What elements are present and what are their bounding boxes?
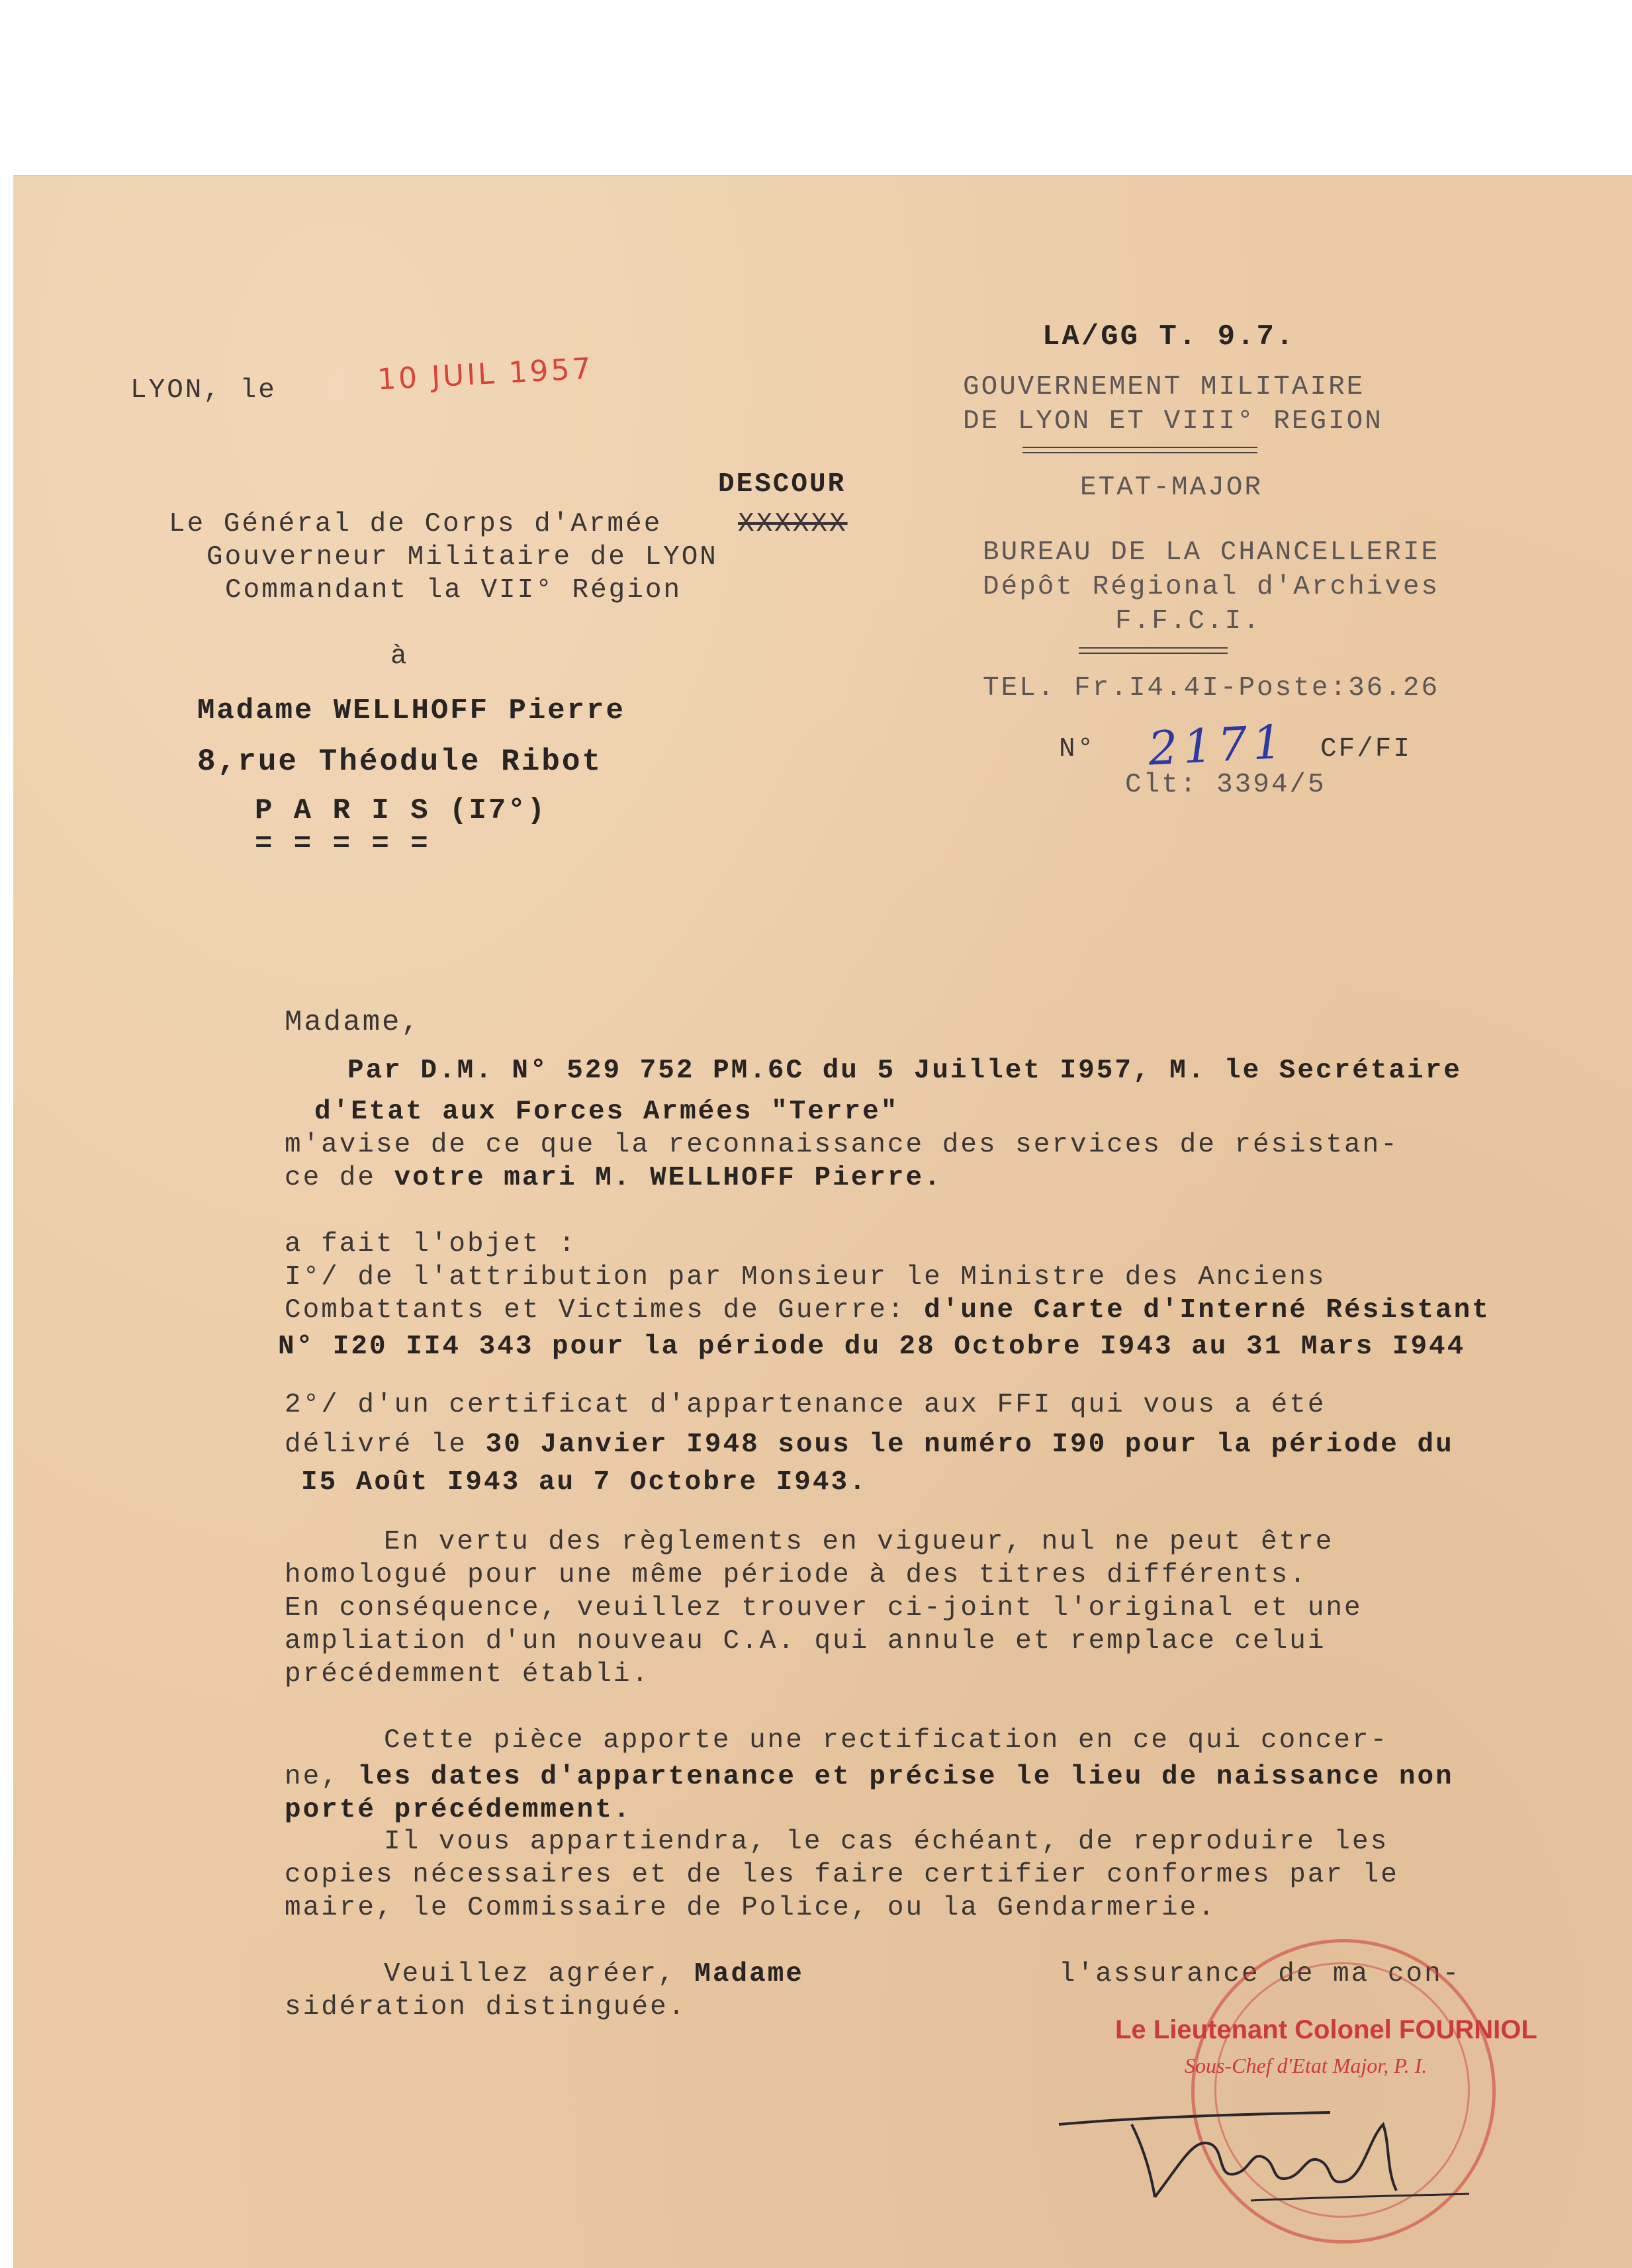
issuer-tel: TEL. Fr.I4.4I-Poste:36.26 [983, 673, 1440, 703]
signatory-title: Le Lieutenant Colonel FOURNIOL [1115, 2015, 1537, 2044]
p3-line4: ampliation d'un nouveau C.A. qui annule et remplace celui [285, 1626, 1326, 1656]
closing-line2: sidération distinguée. [285, 1992, 687, 2022]
issuer-classement: Clt: 3394/5 [1125, 770, 1326, 800]
recipient-underline: = = = = = [255, 827, 430, 860]
item1-line2 [285, 1297, 1490, 1324]
sender-name: DESCOUR [718, 469, 846, 500]
closing-line1-plain: Veuillez agréer, [384, 1959, 695, 1989]
sender-line3: Commandant la VII° Région [225, 575, 682, 606]
p4-line1: Cette pièce apporte une rectification en ce qui concer- [384, 1725, 1389, 1756]
p1-line4-plain: ce de [285, 1163, 394, 1193]
issuer-dept: ETAT-MAJOR [1080, 473, 1263, 503]
p1-line4-bold: votre mari M. WELLHOFF Pierre. [394, 1163, 942, 1193]
handwritten-number: 2171 [1146, 714, 1289, 776]
p3-line1: En vertu des règlements en vigueur, nul ne peut être [384, 1527, 1334, 1557]
header-divider-2 [1079, 647, 1228, 654]
p4-line2 [285, 1764, 1454, 1791]
issuer-bureau: BUREAU DE LA CHANCELLERIE [983, 537, 1440, 568]
item1-line3: N° I20 II4 343 pour la période du 28 Octobre I943 au 31 Mars I944 [278, 1332, 1466, 1362]
p4-line2-bold: les dates d'appartenance et précise le lieu de naissance non [357, 1762, 1454, 1792]
recipient-name: Madame WELLHOFF Pierre [197, 694, 625, 727]
item2-line1: 2°/ d'un certificat d'appartenance aux FFI qui vous a été [285, 1390, 1326, 1420]
date-stamp: 10 JUIL 1957 [376, 351, 594, 397]
sender-line1: Le Général de Corps d'Armée [169, 509, 662, 539]
item2-line2 [285, 1431, 1454, 1459]
p3-line5: précédemment établi. [285, 1659, 651, 1690]
sender-line2: Gouverneur Militaire de LYON [206, 542, 718, 572]
p1-line1: Par D.M. N° 529 752 PM.6C du 5 Juillet I957, M. le Secrétaire [347, 1056, 1462, 1086]
issuer-depot: Dépôt Régional d'Archives [983, 572, 1440, 602]
recipient-city: P A R I S (I7°) [255, 794, 547, 827]
place-label: LYON, le [130, 375, 277, 406]
closing-line1 [384, 1961, 804, 1988]
issuer-no-label: N° [1059, 734, 1096, 764]
p1-line2: d'Etat aux Forces Armées "Terre" [314, 1097, 899, 1127]
issuer-org-line2: DE LYON ET VIII° REGION [963, 406, 1383, 437]
issuer-ffci: F.F.C.I. [1115, 606, 1261, 637]
p5-line1: Il vous appartiendra, le cas échéant, de reproduire les [384, 1827, 1389, 1857]
item1-line1: I°/ de l'attribution par Monsieur le Ministre des Anciens [285, 1262, 1326, 1293]
p3-line3: En conséquence, veuillez trouver ci-joint l'original et une [285, 1593, 1363, 1623]
p1-line3: m'avise de ce que la reconnaissance des services de résistan- [285, 1130, 1399, 1160]
p5-line2: copies nécessaires et de les faire certifier conformes par le [285, 1860, 1399, 1890]
item1-line2-plain: Combattants et Victimes de Guerre: [285, 1295, 925, 1326]
issuer-no-suffix: CF/FI [1320, 734, 1412, 764]
sender-struck-text: XXXXXX [738, 509, 848, 539]
handwritten-signature [1052, 2098, 1476, 2210]
salutation: Madame, [285, 1006, 421, 1039]
sender-to: à [390, 641, 409, 672]
closing-line1-bold: Madame [694, 1959, 804, 1989]
item2-line3: I5 Août I943 au 7 Octobre I943. [301, 1467, 868, 1498]
p4-line2-plain: ne, [285, 1762, 358, 1792]
objet-line: a fait l'objet : [285, 1229, 577, 1259]
item1-line2-bold: d'une Carte d'Interné Résistant [924, 1295, 1490, 1326]
item2-line2-plain: délivré le [285, 1429, 486, 1460]
p3-line2: homologué pour une même période à des titres différents. [285, 1560, 1308, 1590]
signatory-subtitle: Sous-Chef d'Etat Major, P. I. [1185, 2054, 1428, 2077]
issuer-org-line1: GOUVERNEMENT MILITAIRE [963, 372, 1365, 402]
header-divider [1022, 447, 1257, 453]
p4-line3: porté précédemment. [285, 1795, 632, 1825]
recipient-street: 8,rue Théodule Ribot [197, 745, 603, 779]
reference-code: LA/GG T. 9.7. [1042, 320, 1296, 353]
p1-line4 [285, 1165, 942, 1192]
p5-line3: maire, le Commissaire de Police, ou la Gendarmerie. [285, 1893, 1216, 1923]
item2-line2-bold: 30 Janvier I948 sous le numéro I90 pour la période du [485, 1429, 1454, 1460]
closing-line1-right: l'assurance de ma con- [1059, 1959, 1461, 1989]
